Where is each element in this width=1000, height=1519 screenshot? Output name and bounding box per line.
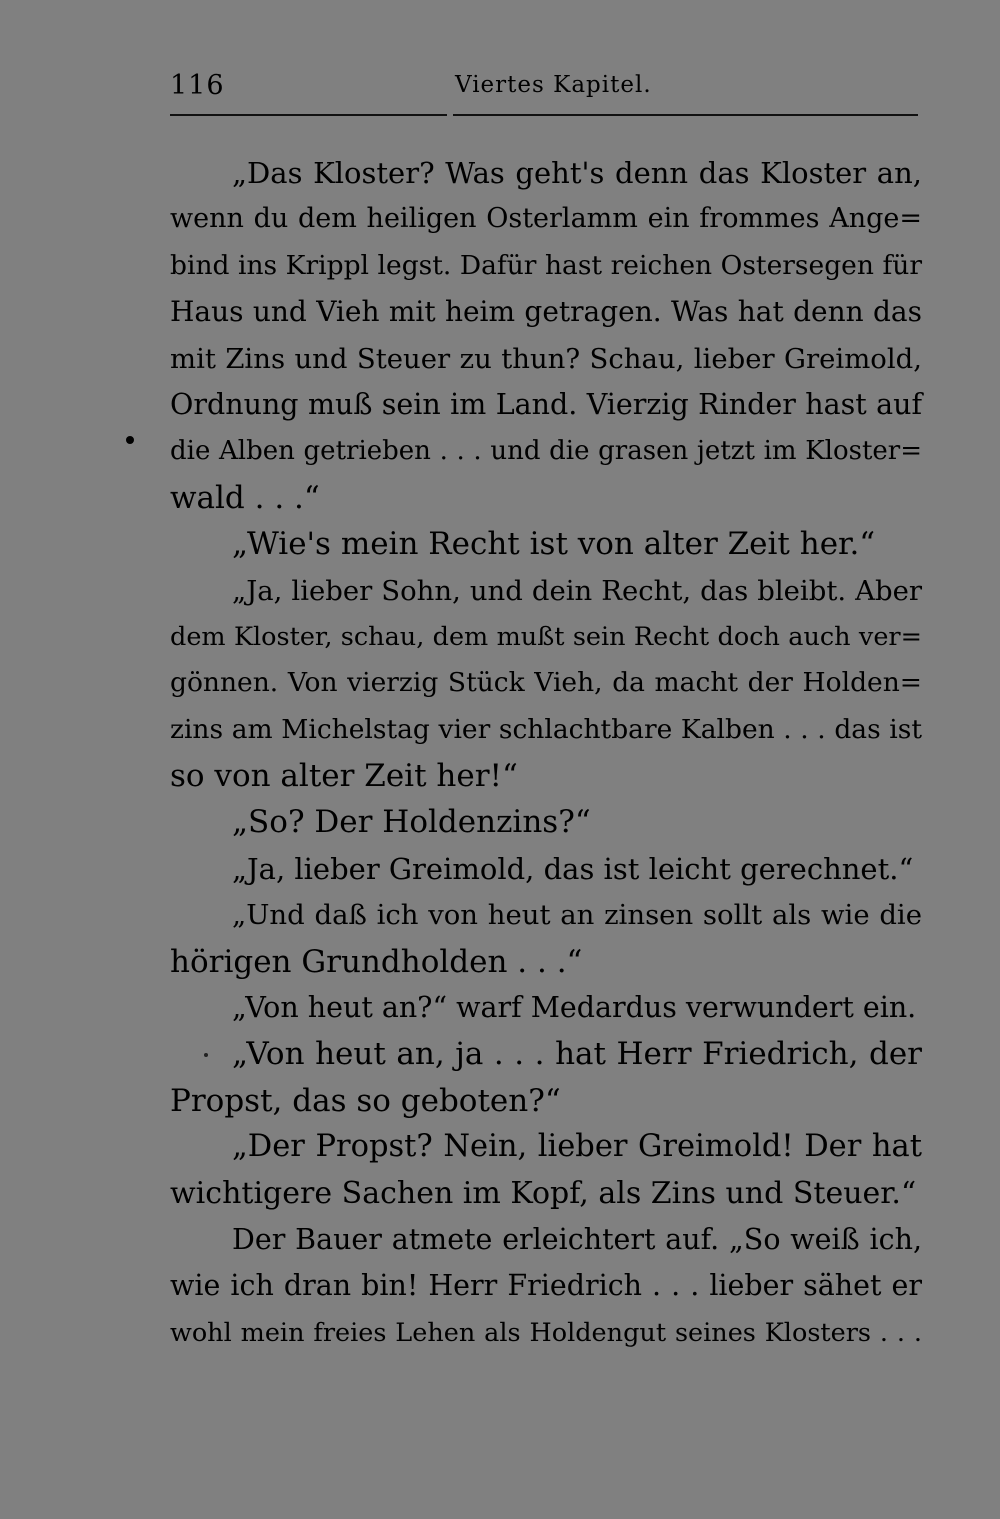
text-line: die Alben getrieben . . . und die grasen jetzt im Kloster=: [170, 436, 922, 467]
text-line: bind ins Krippl legst. Dafür hast reichen Ostersegen für: [170, 249, 922, 281]
margin-dot: [126, 436, 134, 444]
text-line: Propst, das so geboten?“: [170, 1082, 561, 1119]
text-line: „Das Kloster? Was geht's denn das Kloster an,: [232, 156, 922, 190]
text-line: wald . . .“: [170, 479, 320, 516]
text-line: Haus und Vieh mit heim getragen. Was hat denn das: [170, 295, 922, 329]
text-line: „Der Propst? Nein, lieber Greimold! Der hat: [232, 1129, 922, 1165]
text-line: „Von heut an?“ warf Medardus verwundert ein.: [232, 991, 917, 1025]
page-number: 116: [170, 70, 225, 101]
text-line: „Von heut an, ja . . . hat Herr Friedrich, der: [232, 1036, 922, 1073]
text-line: wie ich dran bin! Herr Friedrich . . . lieber sähet er: [170, 1269, 922, 1303]
text-line: „So? Der Holdenzins?“: [232, 804, 591, 841]
text-line: Der Bauer atmete erleichtert auf. „So weiß ich,: [232, 1222, 922, 1256]
text-line: wohl mein freies Lehen als Holdengut seines Klosters . . .: [170, 1317, 922, 1348]
header-rule: [170, 114, 918, 116]
running-head: Viertes Kapitel.: [455, 72, 652, 98]
text-line: „Ja, lieber Greimold, das ist leicht gerechnet.“: [232, 851, 914, 886]
page-header: [170, 62, 918, 112]
text-line: „Und daß ich von heut an zinsen sollt als wie die: [232, 899, 922, 932]
text-line: mit Zins und Steuer zu thun? Schau, lieber Greimold,: [170, 342, 922, 375]
text-line: wichtigere Sachen im Kopf, als Zins und Steuer.“: [170, 1175, 917, 1211]
text-line: hörigen Grundholden . . .“: [170, 943, 583, 980]
text-line: so von alter Zeit her!“: [170, 758, 518, 795]
text-line: gönnen. Von vierzig Stück Vieh, da macht der Holden=: [170, 667, 922, 699]
header-rule-gap: [447, 111, 453, 118]
text-line: zins am Michelstag vier schlachtbare Kalben . . . das ist: [170, 713, 922, 745]
body-text: [170, 150, 922, 1356]
text-line: „Ja, lieber Sohn, und dein Recht, das bleibt. Aber: [232, 574, 922, 607]
text-line: dem Kloster, schau, dem mußt sein Recht doch auch ver=: [170, 621, 922, 652]
text-line: wenn du dem heiligen Osterlamm ein frommes Ange=: [170, 203, 922, 235]
text-line: Ordnung muß sein im Land. Vierzig Rinder hast auf: [170, 387, 922, 421]
text-line: „Wie's mein Recht ist von alter Zeit her.“: [232, 526, 876, 563]
